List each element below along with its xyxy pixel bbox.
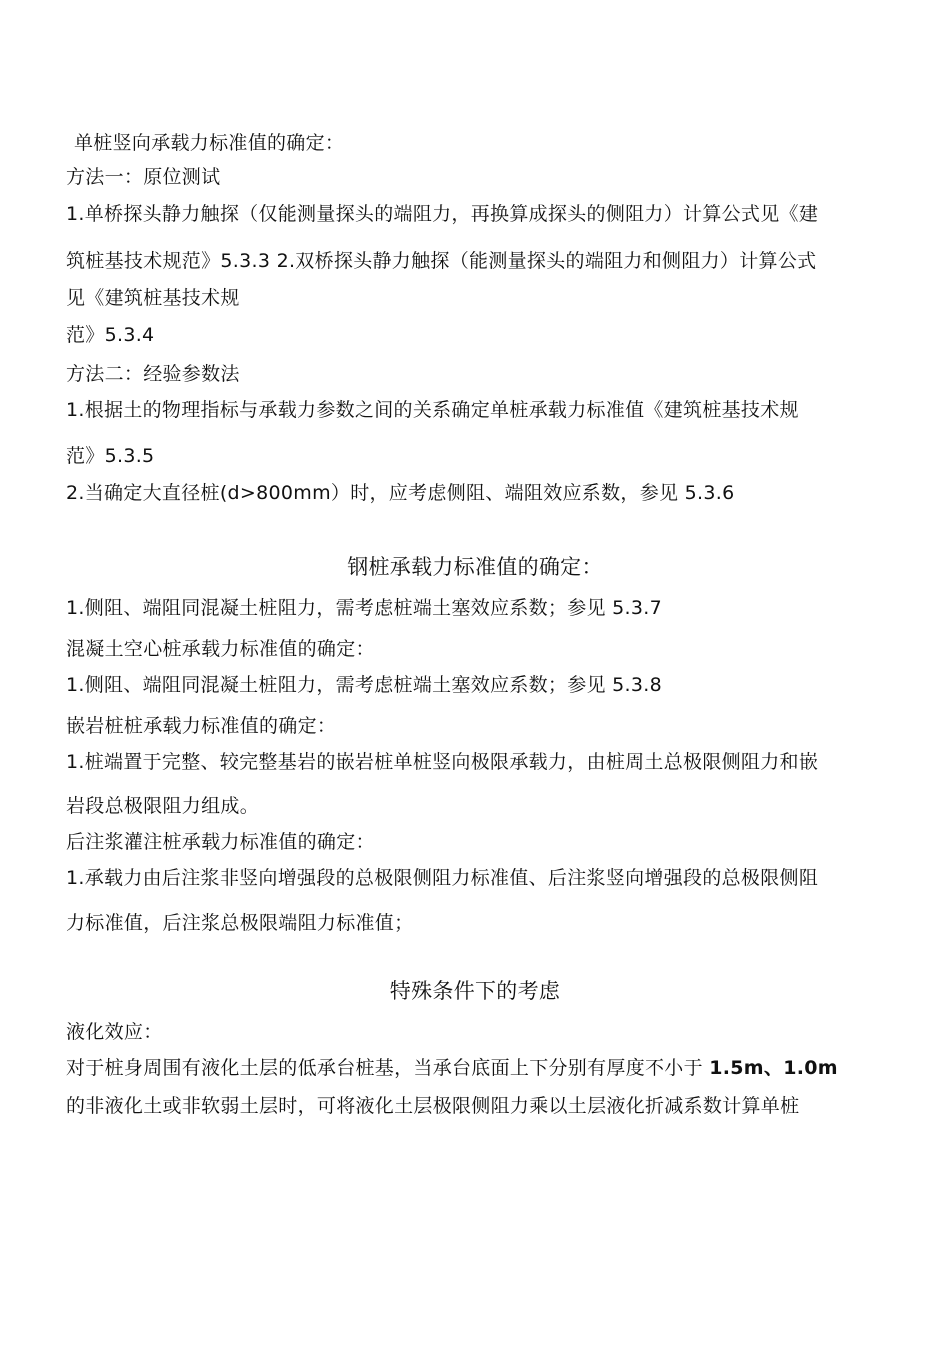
paragraph-line: 1.承载力由后注浆非竖向增强段的总极限侧阻力标准值、后注浆竖向增强段的总极限侧阻 bbox=[66, 867, 819, 889]
method1-title: 方法一：原位测试 bbox=[66, 166, 221, 188]
paragraph-line: 见《建筑桩基技术规 bbox=[66, 287, 240, 309]
section-heading-steel-pile: 钢桩承载力标准值的确定： bbox=[347, 555, 603, 579]
paragraph-line: 1.侧阻、端阻同混凝土桩阻力，需考虑桩端土塞效应系数；参见 5.3.7 bbox=[66, 597, 663, 619]
paragraph-line: 岩段总极限阻力组成。 bbox=[66, 795, 260, 817]
paragraph-line: 1.单桥探头静力触探（仅能测量探头的端阻力，再换算成探头的侧阻力）计算公式见《建 bbox=[66, 203, 819, 225]
paragraph-line: 1.侧阻、端阻同混凝土桩阻力，需考虑桩端土塞效应系数；参见 5.3.8 bbox=[66, 674, 663, 696]
section-heading-special-conditions: 特殊条件下的考虑 bbox=[389, 979, 561, 1003]
paragraph-line: 筑桩基技术规范》5.3.3 2.双桥探头静力触探（能测量探头的端阻力和侧阻力）计算公式 bbox=[66, 250, 817, 272]
paragraph-line: 1.根据土的物理指标与承载力参数之间的关系确定单桩承载力标准值《建筑桩基技术规 bbox=[66, 399, 799, 421]
paragraph-line: 的非液化土或非软弱土层时，可将液化土层极限侧阻力乘以土层液化折减系数计算单桩 bbox=[66, 1095, 800, 1117]
paragraph-line: 范》5.3.4 bbox=[66, 324, 155, 346]
paragraph-line bbox=[66, 1056, 838, 1080]
section-heading-hollow-pile: 混凝土空心桩承载力标准值的确定： bbox=[66, 638, 375, 660]
paragraph-line: 1.桩端置于完整、较完整基岩的嵌岩桩单桩竖向极限承载力，由桩周土总极限侧阻力和嵌 bbox=[66, 751, 819, 773]
bold-thickness-values: 1.5m、1.0m bbox=[709, 1057, 838, 1079]
section-heading-rock-socket-pile: 嵌岩桩桩承载力标准值的确定： bbox=[66, 715, 337, 737]
section-heading-post-grouting-pile: 后注浆灌注桩承载力标准值的确定： bbox=[66, 831, 375, 853]
section-heading-single-pile: 单桩竖向承载力标准值的确定： bbox=[74, 132, 345, 154]
method2-title: 方法二：经验参数法 bbox=[66, 363, 240, 385]
paragraph-line: 2.当确定大直径桩(d>800mm）时，应考虑侧阻、端阻效应系数，参见 5.3.6 bbox=[66, 482, 735, 504]
sub-heading-liquefaction: 液化效应： bbox=[66, 1021, 163, 1043]
paragraph-line: 力标准值，后注浆总极限端阻力标准值； bbox=[66, 912, 414, 934]
paragraph-line: 范》5.3.5 bbox=[66, 445, 155, 467]
paragraph-text: 对于桩身周围有液化土层的低承台桩基，当承台底面上下分别有厚度不小于 bbox=[66, 1057, 710, 1079]
